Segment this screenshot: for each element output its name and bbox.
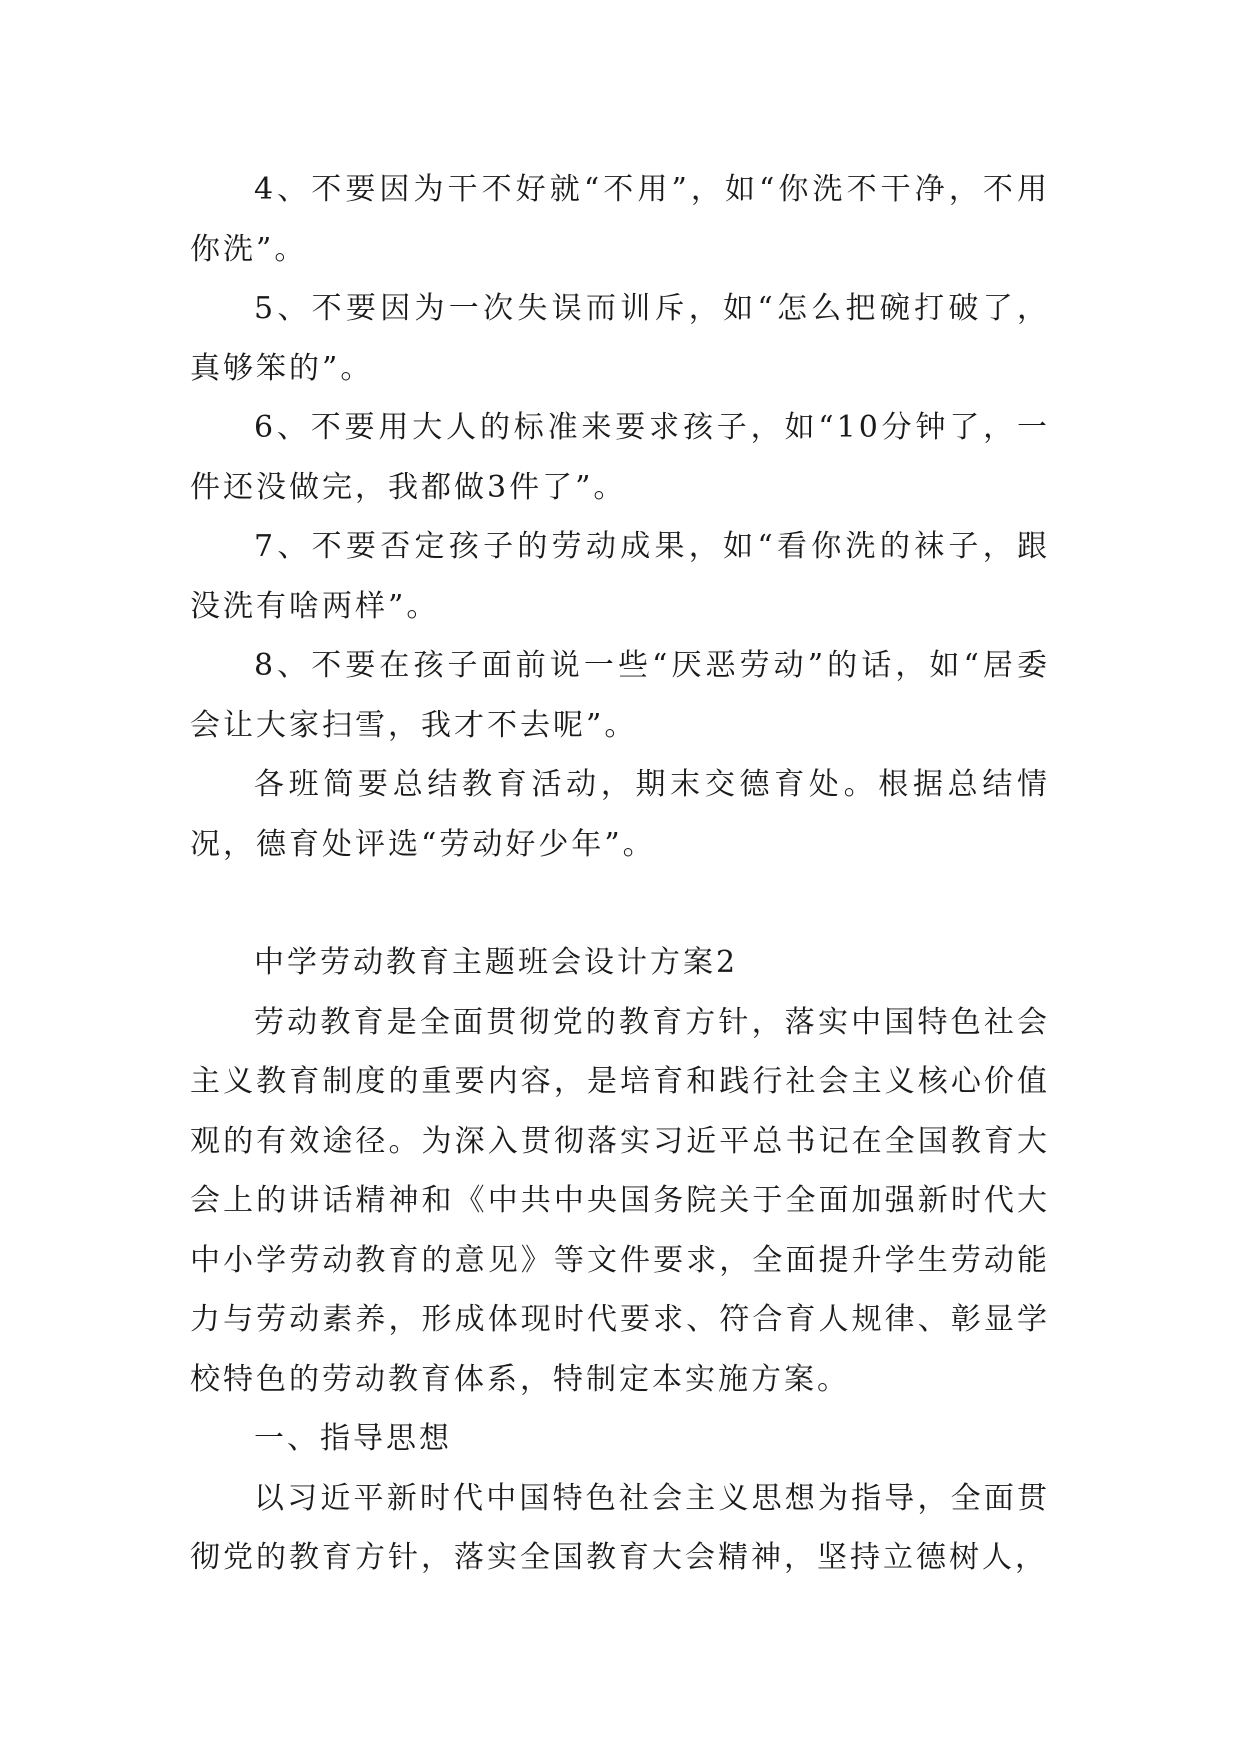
heading-guiding-ideology: 一、指导思想 [254,1421,452,1456]
paragraph-item-5: 5、不要因为一次失误而训斥，如“怎么把碗打破了，真够笨的”。 [190,291,1050,386]
paragraph-guiding-ideology: 以习近平新时代中国特色社会主义思想为指导，全面贯彻党的教育方针，落实全国教育大会精神，坚持立德树人， [190,1480,1050,1575]
paragraph-item-6: 6、不要用大人的标准来要求孩子，如“10分钟了，一件还没做完，我都做3件了”。 [190,410,1050,505]
section-title: 中学劳动教育主题班会设计方案2 [254,945,739,980]
section-gap [190,874,1050,933]
paragraph-item-4: 4、不要因为干不好就“不用”，如“你洗不干净，不用你洗”。 [190,172,1050,267]
paragraph-intro: 劳动教育是全面贯彻党的教育方针，落实中国特色社会主义教育制度的重要内容，是培育和践行社会主义核心价值观的有效途径。为深入贯彻落实习近平总书记在全国教育大会上的讲话精神和《中共中央国务院关于全面加强新时代大中小学劳动教育的意见》等文件要求，全面提升学生劳动能力与劳动素养，形成体现时代要求、符合育人规律、彰显学校特色的劳动教育体系，特制定本实施方案。 [190,1004,1050,1397]
paragraph-item-8: 8、不要在孩子面前说一些“厌恶劳动”的话，如“居委会让大家扫雪，我才不去呢”。 [190,648,1050,743]
paragraph-item-7: 7、不要否定孩子的劳动成果，如“看你洗的袜子，跟没洗有啥两样”。 [190,529,1050,624]
document-page [190,160,1050,1588]
paragraph-summary: 各班简要总结教育活动，期末交德育处。根据总结情况，德育处评选“劳动好少年”。 [190,767,1050,862]
